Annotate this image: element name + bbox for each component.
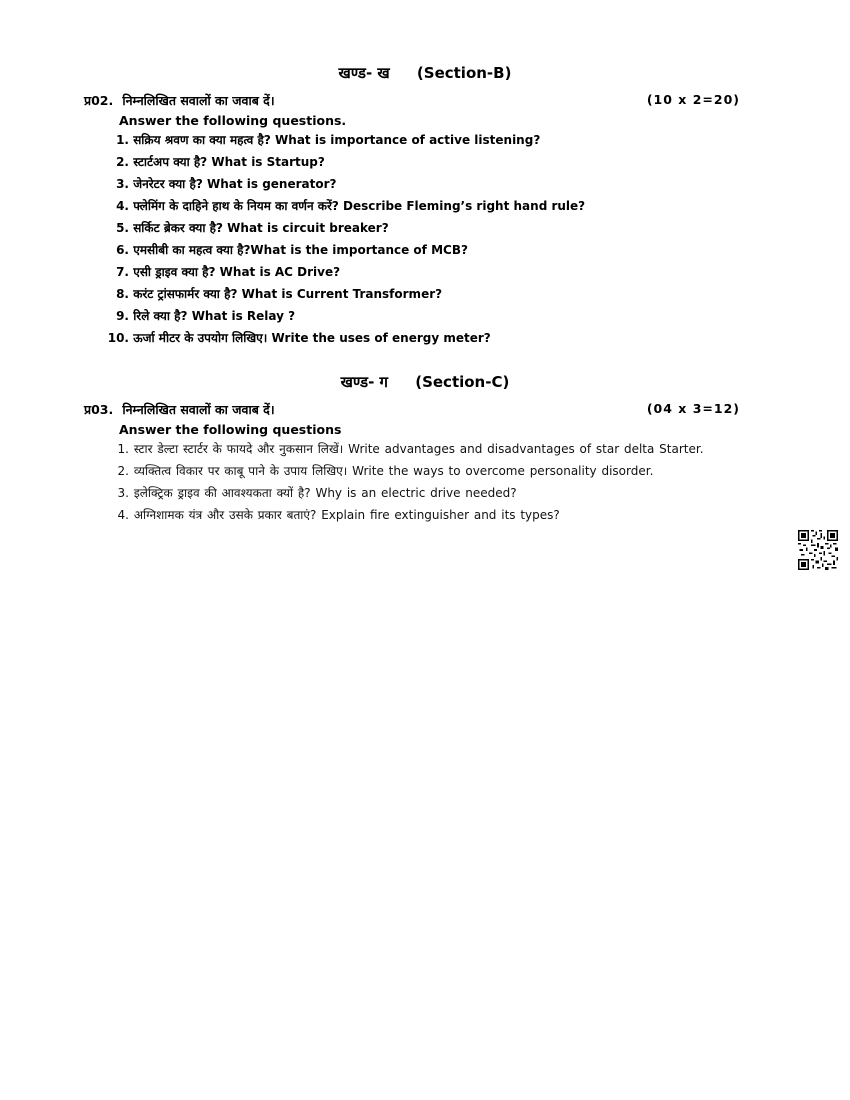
item-text: जेनरेटर क्या है? What is generator?	[133, 177, 337, 191]
list-item	[100, 327, 585, 349]
list-item	[100, 129, 585, 151]
list-item	[100, 460, 704, 482]
section-b-title-hindi: खण्ड- ख	[338, 64, 390, 82]
section-c-title	[0, 372, 850, 392]
item-number: 3.	[116, 177, 129, 191]
question-2-instruction-hindi: निम्नलिखित सवालों का जवाब दें।	[122, 93, 275, 108]
section-b-question-list	[100, 129, 585, 349]
item-text: स्टार डेल्टा स्टार्टर के फायदे और नुकसान लिखें। Write advantages and disadvantages of star delta Starter.	[133, 442, 704, 456]
item-number: 4.	[117, 508, 129, 522]
list-item	[100, 305, 585, 327]
question-2-marks: (10 x 2=20)	[646, 92, 740, 107]
item-text: सर्किट ब्रेकर क्या है? What is circuit breaker?	[133, 221, 389, 235]
section-c-title-english: (Section-C)	[415, 373, 510, 391]
list-item	[100, 504, 704, 526]
item-text: सक्रिय श्रवण का क्या महत्व है? What is importance of active listening?	[133, 133, 541, 147]
question-2-header	[84, 92, 740, 109]
question-2-instruction-english: Answer the following questions.	[119, 113, 347, 128]
list-item	[100, 195, 585, 217]
section-c-title-hindi: खण्ड- ग	[340, 373, 388, 391]
item-text: एमसीबी का महत्व क्या है?What is the importance of MCB?	[133, 243, 468, 257]
item-number: 1.	[116, 133, 129, 147]
item-number: 6.	[116, 243, 129, 257]
list-item	[100, 283, 585, 305]
item-text: व्यक्तित्व विकार पर काबू पाने के उपाय लिखिए। Write the ways to overcome personality disorder.	[133, 464, 654, 478]
item-number: 5.	[116, 221, 129, 235]
list-item	[100, 482, 704, 504]
item-number: 2.	[116, 155, 129, 169]
item-number: 1.	[117, 442, 129, 456]
section-b-title	[0, 63, 850, 83]
item-number: 2.	[117, 464, 129, 478]
question-3-instruction-english: Answer the following questions	[119, 422, 342, 437]
list-item	[100, 217, 585, 239]
item-text: अग्निशामक यंत्र और उसके प्रकार बताएं? Explain fire extinguisher and its types?	[133, 508, 560, 522]
item-text: ऊर्जा मीटर के उपयोग लिखिए। Write the uses of energy meter?	[133, 331, 491, 345]
list-item	[100, 173, 585, 195]
section-c-question-list	[100, 438, 704, 526]
item-text: करंट ट्रांसफार्मर क्या है? What is Current Transformer?	[133, 287, 443, 301]
item-text: एसी ड्राइव क्या है? What is AC Drive?	[133, 265, 341, 279]
item-text: फ्लेमिंग के दाहिने हाथ के नियम का वर्णन करें? Describe Fleming’s right hand rule?	[133, 199, 586, 213]
question-2-number: प्र02.	[84, 93, 114, 108]
question-3-number: प्र03.	[84, 402, 114, 417]
list-item	[100, 239, 585, 261]
section-b-title-english: (Section-B)	[416, 64, 512, 82]
item-text: रिले क्या है? What is Relay ?	[133, 309, 296, 323]
question-3-marks: (04 x 3=12)	[646, 401, 740, 416]
item-number: 10.	[107, 331, 129, 345]
qr-code-icon	[798, 530, 838, 570]
item-number: 3.	[117, 486, 129, 500]
question-3-instruction-hindi: निम्नलिखित सवालों का जवाब दें।	[122, 402, 275, 417]
item-number: 7.	[116, 265, 129, 279]
list-item	[100, 151, 585, 173]
item-text: स्टार्टअप क्या है? What is Startup?	[133, 155, 325, 169]
question-3-header	[84, 401, 740, 418]
list-item	[100, 261, 585, 283]
item-text: इलेक्ट्रिक ड्राइव की आवश्यकता क्यों है? Why is an electric drive needed?	[133, 486, 517, 500]
item-number: 9.	[116, 309, 129, 323]
item-number: 4.	[116, 199, 129, 213]
item-number: 8.	[116, 287, 129, 301]
list-item	[100, 438, 704, 460]
